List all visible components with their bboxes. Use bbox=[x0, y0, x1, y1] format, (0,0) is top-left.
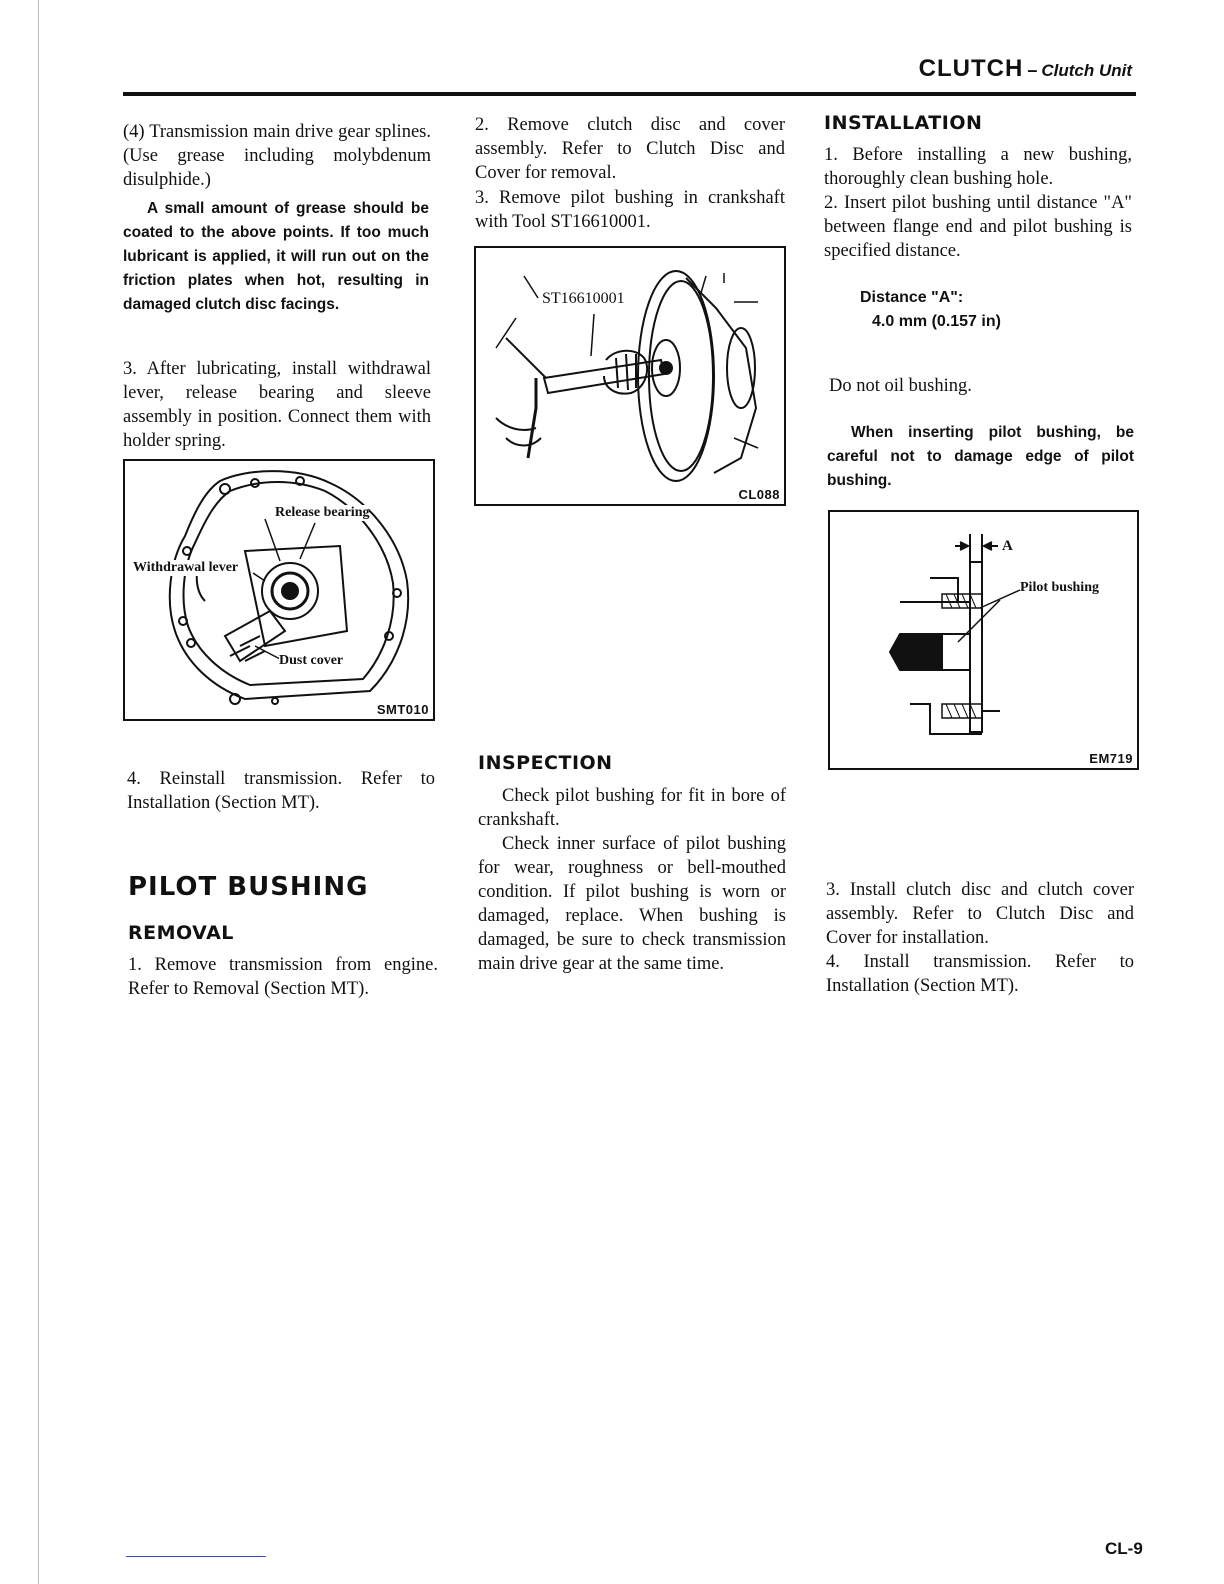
col2-inspection bbox=[478, 784, 786, 976]
removal-heading: REMOVAL bbox=[128, 922, 234, 944]
figure-code-cl088: CL088 bbox=[738, 487, 780, 502]
col1-step4 bbox=[127, 767, 435, 815]
col1-removal-step1 bbox=[128, 953, 438, 1001]
col2-step3-text: 3. Remove pilot bushing in crankshaft with Tool ST16610001. bbox=[475, 188, 785, 232]
col2-step2 bbox=[475, 113, 785, 185]
col1-step3 bbox=[123, 357, 431, 453]
figure-code-smt010: SMT010 bbox=[376, 702, 429, 717]
scan-margin-line bbox=[38, 0, 39, 1584]
col1-item4-splines bbox=[123, 120, 431, 192]
col1-warning-text: A small amount of grease should be coated to the above points. If too much lubricant is applied, it will run out on the friction plates when hot, resulting in damaged clutch disc facings. bbox=[123, 200, 429, 313]
header-section: CLUTCH bbox=[918, 55, 1024, 82]
col2-step3 bbox=[475, 186, 785, 234]
label-withdrawal-lever: Withdrawal lever bbox=[133, 560, 239, 575]
figure-smt010 bbox=[123, 459, 435, 721]
page-header bbox=[919, 55, 1132, 83]
inspection-p1-text: Check pilot bushing for fit in bore of crankshaft. bbox=[478, 786, 786, 830]
clutch-housing-diagram bbox=[125, 461, 433, 719]
col1-warning bbox=[123, 197, 429, 317]
installation-heading: INSTALLATION bbox=[824, 112, 983, 134]
pilot-bushing-removal-diagram bbox=[476, 248, 784, 504]
col2-step2-text: 2. Remove clutch disc and cover assembly. Refer to Clutch Disc and Cover for removal. bbox=[475, 115, 785, 183]
spec-label: Distance "A": bbox=[860, 289, 964, 306]
col3-step1-text: 1. Before installing a new bushing, thoroughly clean bushing hole. bbox=[824, 145, 1132, 189]
col3-step2-text: 2. Insert pilot bushing until distance "A" between flange end and pilot bushing is specified distance. bbox=[824, 193, 1132, 261]
label-dust-cover: Dust cover bbox=[279, 653, 344, 668]
page-number: CL-9 bbox=[1105, 1539, 1143, 1558]
label-release-bearing: Release bearing bbox=[275, 505, 370, 520]
removal-step1-text: 1. Remove transmission from engine. Refer to Removal (Section MT). bbox=[128, 955, 438, 999]
col3-warning-text: When inserting pilot bushing, be careful not to damage edge of pilot bushing. bbox=[827, 424, 1134, 489]
col3-final-steps bbox=[826, 878, 1134, 998]
header-separator: – bbox=[1027, 60, 1038, 80]
figure-code-em719: EM719 bbox=[1089, 751, 1133, 766]
splines-text: (4) Transmission main drive gear splines. (Use grease including molybdenum disulphide.) bbox=[123, 122, 431, 190]
scan-bottom-rule bbox=[126, 1556, 266, 1557]
label-tool: ST16610001 bbox=[542, 290, 625, 307]
col3-warning bbox=[827, 421, 1134, 493]
header-rule bbox=[123, 92, 1136, 96]
header-subsection: Clutch Unit bbox=[1041, 61, 1132, 80]
figure-cl088 bbox=[474, 246, 786, 506]
figure-em719 bbox=[828, 510, 1139, 770]
pilot-bushing-heading: PILOT BUSHING bbox=[128, 872, 369, 902]
col1-step3-text: 3. After lubricating, install withdrawal lever, release bearing and sleeve assembly in position. Connect them with holder spring. bbox=[123, 359, 431, 451]
inspection-heading: INSPECTION bbox=[478, 752, 613, 774]
label-pilot-bushing: Pilot bushing bbox=[1020, 580, 1099, 595]
inspection-p2-text: Check inner surface of pilot bushing for wear, roughness or bell-mouthed condition. If pilot bushing is worn or damaged, replace. When bushing is damaged, be sure to check transmission main drive gear at the same time. bbox=[478, 834, 786, 974]
pilot-bushing-install-diagram bbox=[830, 512, 1137, 768]
col3-steps bbox=[824, 143, 1132, 263]
col1-step4-text: 4. Reinstall transmission. Refer to Installation (Section MT). bbox=[127, 769, 435, 813]
spec-value: 4.0 mm (0.157 in) bbox=[872, 313, 1001, 330]
label-a: A bbox=[1002, 538, 1013, 554]
col3-step4-text: 4. Install transmission. Refer to Installation (Section MT). bbox=[826, 952, 1134, 996]
col3-step3-text: 3. Install clutch disc and clutch cover assembly. Refer to Clutch Disc and Cover for installation. bbox=[826, 880, 1134, 948]
col3-note: Do not oil bushing. bbox=[829, 376, 972, 396]
